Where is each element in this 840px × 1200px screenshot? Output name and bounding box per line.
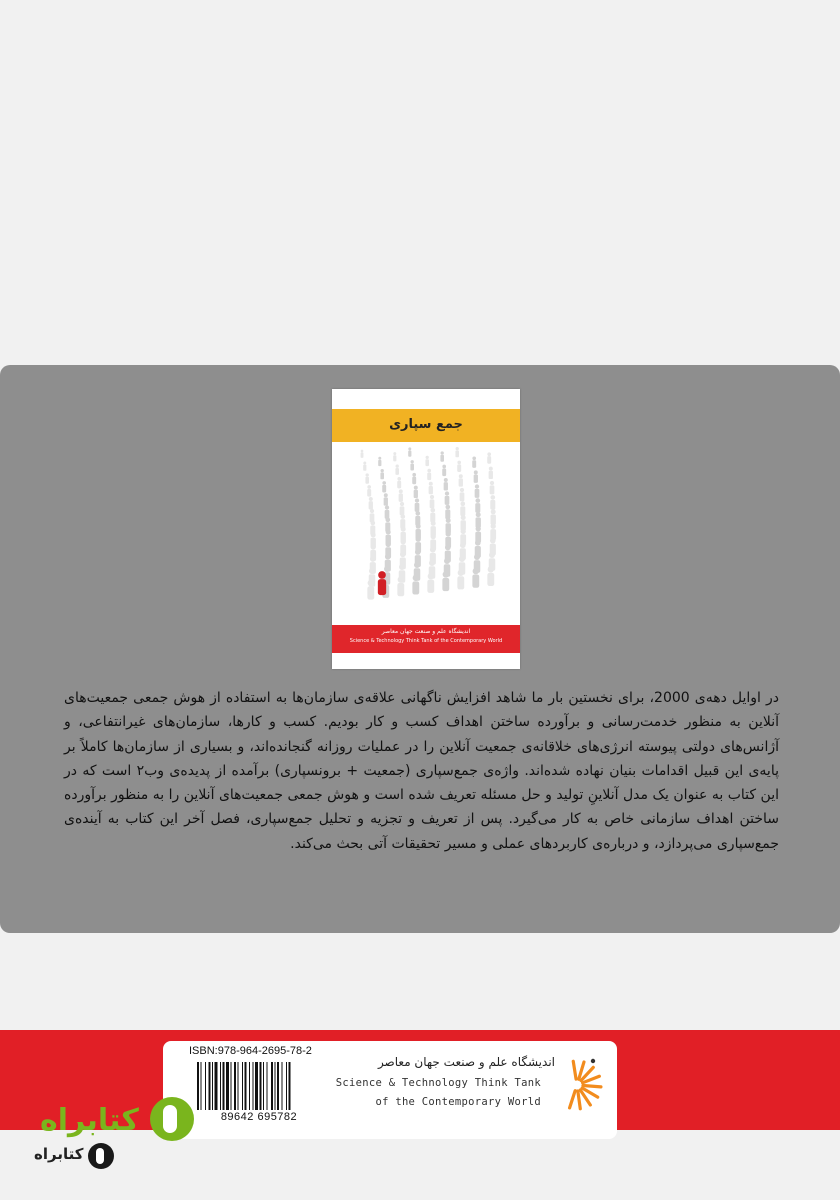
cover-publisher-en: Science & Technology Think Tank of the Contemporary World	[349, 638, 503, 644]
cover-title: جمع سپاری	[389, 417, 463, 432]
publisher-name-fa: اندیشگاه علم و صنعت جهان معاصر	[377, 1055, 555, 1069]
book-description: در اوایل دهه‌ی 2000، برای نخستین بار ما شاهد افزایش ناگهانی علاقه‌ی سازمان‌ها به استفاده از هوش جمعی جمعیت‌های آنلاین به منظور خدمت‌رسانی و برآورده ساختن اهداف کسب و کار بودیم. کسب و کارها، سازمان‌های غیرانتفاعی، و آژانس‌های دولتی پیوسته انرژی‌های خلاقانه‌ی جمعیت آنلاین را در عملیات روزانه گنجانده‌اند، و بسیاری از سازمان‌ها کاملاً بر پایه‌ی این قبیل اقدامات بنیان نهاده شده‌اند. واژه‌ی جمع‌سپاری (جمعیت + برونسپاری) برآمده از پدیده‌ی وب۲ است که در این کتاب به عنوان یک مدل آنلاینِ تولید و حل مسئله تعریف شده است و هوش جمعی جمعیت‌های آنلاین را به منظور برآورده ساختن اهداف سازمانی خاص به کار می‌گیرد. پس از تعریف و تجزیه و تحلیل جمع‌سپاری، فصل آخر این کتاب به آینده‌ی جمع‌سپاری می‌پردازد، و درباره‌ی کاربردهای عملی و مسیر تحقیقات آتی بحث می‌کند.	[64, 690, 779, 852]
publisher-name-en-line2: of the Contemporary World	[375, 1096, 541, 1108]
cover-publisher-fa: اندیشگاه علم و صنعت جهان معاصر	[381, 628, 471, 635]
watermark-text: کتابراه	[40, 1103, 139, 1138]
cover-publisher-band	[332, 625, 520, 653]
ketabrah-watermark	[0, 1085, 210, 1200]
crowd-illustration	[332, 445, 520, 621]
publisher-info-box	[163, 1041, 617, 1139]
watermark-small-text: کتابراه	[34, 1145, 84, 1163]
barcode	[197, 1062, 321, 1110]
isbn-label: ISBN:978-964-2695-78-2	[189, 1045, 312, 1057]
barcode-digits: 89642 695782	[220, 1111, 298, 1123]
cover-title-band	[332, 409, 520, 442]
front-cover-thumbnail	[332, 389, 520, 669]
publisher-name-en-line1: Science & Technology Think Tank	[335, 1077, 541, 1089]
publisher-logo-icon	[555, 1053, 607, 1111]
